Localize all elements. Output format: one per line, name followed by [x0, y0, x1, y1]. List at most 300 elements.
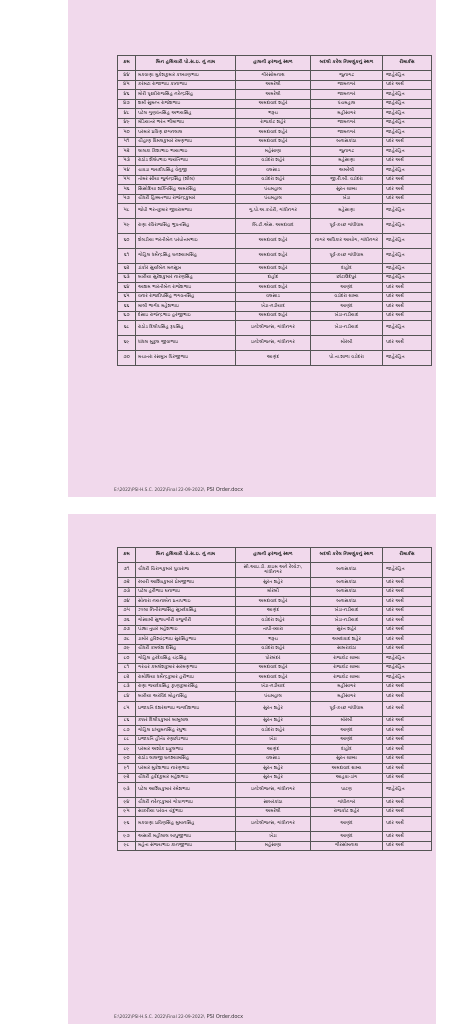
serial-cell: ૮૩	[118, 682, 136, 692]
new-posting-cell: જામનગર	[311, 128, 383, 138]
remarks-cell: પદર અર્થે	[383, 644, 432, 654]
officer-name-cell: બારીયા અરવિંદ મોહનસિંહ	[136, 692, 236, 702]
officer-name-cell: પરમાર અશોક પ્રફુલભાઇ	[136, 745, 236, 755]
current-posting-cell: ઇન્ટેલીજન્સ, ગાંધીનગર	[236, 817, 311, 832]
table-row	[118, 764, 432, 774]
serial-cell: ૪૫	[118, 80, 136, 90]
table-row	[118, 204, 432, 219]
current-posting-cell: અમરેલી	[236, 90, 311, 100]
officer-name-cell: ચૌધરી ચિરાગકુમાર પુષ્પરાજ	[136, 563, 236, 578]
document-page-2	[68, 514, 436, 1024]
officer-name-cell: ચૌધરી કમલેશ દેસિંહ	[136, 644, 236, 654]
remarks-cell: પદર અર્થે	[383, 701, 432, 716]
serial-cell: ૯૪	[118, 798, 136, 808]
serial-cell: ૫૦	[118, 128, 136, 138]
officer-name-cell: ચૌધરી નરેન્દ્રકુમાર ગોપાળભાઇ	[136, 798, 236, 808]
serial-cell: ૭૧	[118, 563, 136, 578]
table-row	[118, 597, 432, 607]
new-posting-cell: પૂર્વ-કચ્છ ગાંધીધામ	[311, 701, 383, 716]
transfer-table-page-2	[117, 547, 432, 851]
serial-cell: ૪૪	[118, 71, 136, 81]
footer-path: E:\2022\PSI-H.S.C. 2022\Final 22-09-2022\	[114, 1015, 205, 1020]
new-posting-cell: આણંદ	[311, 283, 383, 293]
serial-cell: ૭૪	[118, 597, 136, 607]
serial-cell: ૭૩	[118, 587, 136, 597]
officer-name-cell: માલી ભાર્ગવ મહેશભાઇ	[136, 302, 236, 312]
table-row	[118, 147, 432, 157]
new-posting-cell: બનાસકાંઠા	[311, 597, 383, 607]
current-posting-cell: ગુ.પો.અ.કચેરી, ગાંધીનગર	[236, 204, 311, 219]
new-posting-cell: વડોદરા ગ્રામ્ય	[311, 292, 383, 302]
table-row	[118, 351, 432, 366]
officer-name-cell: રાઠોડ શૈલેષભાઇ જયંતિભાઇ	[136, 156, 236, 166]
officer-name-cell: વનાર રાજદીપસિંહ ભગવતસિંહ	[136, 292, 236, 302]
header-name: બિન હથિયારી પો.સ.ઇ. નું નામ	[136, 56, 236, 71]
serial-cell: ૯૨	[118, 773, 136, 783]
current-posting-cell: ગીરસોમનાથ	[236, 71, 311, 81]
serial-cell: ૯૭	[118, 832, 136, 842]
remarks-cell: જાહેરહિત	[383, 71, 432, 81]
remarks-cell: જાહેરહિત	[383, 321, 432, 336]
remarks-cell: પદર અર્થે	[383, 745, 432, 755]
current-posting-cell: મોરબી	[236, 587, 311, 597]
officer-name-cell: પટેલ ગુણવંતસિંહ અભયસિંહ	[136, 109, 236, 119]
remarks-cell: પદર અર્થે	[383, 175, 432, 185]
remarks-cell: પદર અર્થે	[383, 137, 432, 147]
remarks-cell: પદર અર્થે	[383, 682, 432, 692]
current-posting-cell: વલસાડ	[236, 166, 311, 176]
officer-name-cell: સોનારા નયનાબેન પ્રતાપભાઇ	[136, 597, 236, 607]
serial-cell: ૮૪	[118, 692, 136, 702]
header-serial: ક્રમ	[118, 548, 136, 563]
current-posting-cell: ખેડા-નડીયાદ	[236, 682, 311, 692]
remarks-cell: જાહેરહિત	[383, 128, 432, 138]
current-posting-cell: આણંદ	[236, 606, 311, 616]
officer-name-cell: રાઠોડ લાલજી ઘનશ્યામસિંહ	[136, 754, 236, 764]
current-posting-cell: વડોદરા શહેર	[236, 726, 311, 736]
table-row	[118, 832, 432, 842]
header-new-posting: બદલી કરેલ નિમણુંકનું સ્થળ	[311, 56, 383, 71]
new-posting-cell: ખેડા-નડીયાદ	[311, 311, 383, 321]
officer-name-cell: ડાંકોર સુર્યાબેન મનસુખ	[136, 264, 236, 274]
table-row	[118, 783, 432, 798]
table-header-row	[118, 548, 432, 563]
serial-cell: ૯૮	[118, 841, 136, 851]
table-row	[118, 754, 432, 764]
current-posting-cell: વડોદરા શહેર	[236, 156, 311, 166]
table-row	[118, 563, 432, 578]
serial-cell: ૬૯	[118, 336, 136, 351]
current-posting-cell: સુરત શહેર	[236, 716, 311, 726]
new-posting-cell: મોરબી	[311, 336, 383, 351]
table-row	[118, 71, 432, 81]
new-posting-cell: ખેડા-નડીયાદ	[311, 616, 383, 626]
new-posting-cell: અમદાવાદ શહેર	[311, 635, 383, 645]
officer-name-cell: રબારી આશિષકુમાર પ્રેમજીભાઇ	[136, 578, 236, 588]
table-row	[118, 625, 432, 635]
officer-name-cell: ગરચર કમલેશકુમાર સરમણભાઇ	[136, 663, 236, 673]
officer-name-cell: પ્રજાપતિ દશરથભાઇ જગદીશભાઇ	[136, 701, 236, 716]
table-row	[118, 185, 432, 195]
new-posting-cell: મહીસાગર	[311, 682, 383, 692]
remarks-cell: જાહેરહિત	[383, 234, 432, 249]
current-posting-cell: આણંદ	[236, 745, 311, 755]
serial-cell: ૫૬	[118, 185, 136, 195]
current-posting-cell: પંચમહાલ	[236, 185, 311, 195]
serial-cell: ૪૭	[118, 99, 136, 109]
current-posting-cell: સી.આઇ.ડી. ક્રાઇમ અને રેલ્વેઝ, ગાંધીનગર	[236, 563, 311, 578]
current-posting-cell: ઇન્ટેલીજન્સ, ગાંધીનગર	[236, 783, 311, 798]
officer-name-cell: અસારી મહીલાલ બાપુજીભાઇ	[136, 832, 236, 842]
table-row	[118, 118, 432, 128]
officer-name-cell: મકવાણા મુકેશકુમાર કલ્યાણભાઇ	[136, 71, 236, 81]
officer-name-cell: શર્મા સુમન્ત રાજેશભાઇ	[136, 99, 236, 109]
current-posting-cell: વડોદરા શહેર	[236, 175, 311, 185]
serial-cell: ૯૬	[118, 817, 136, 832]
new-posting-cell: જી.રી.બી. વડોદરા	[311, 175, 383, 185]
current-posting-cell: તાપી-વ્યારા	[236, 625, 311, 635]
table-row	[118, 90, 432, 100]
serial-cell: ૯૦	[118, 754, 136, 764]
new-posting-cell: મહેસાણા	[311, 204, 383, 219]
officer-name-cell: ડામોર હરિશ્ચંદ્રભાઇ સુરસિંહભાઇ	[136, 635, 236, 645]
serial-cell: ૭૬	[118, 616, 136, 626]
new-posting-cell: અમદાવાદ ગ્રામ્ય	[311, 764, 383, 774]
officer-name-cell: પંડ્યા તુષાર મહેશભાઇ	[136, 625, 236, 635]
remarks-cell: પદર અર્થે	[383, 578, 432, 588]
new-posting-cell: મહીસાગર	[311, 692, 383, 702]
officer-name-cell: દેસાઇ રાજેન્દ્રભાઇ હરજીભાઇ	[136, 311, 236, 321]
new-posting-cell: નાગર અધિકાર આયોગ, ગાંધીનગર	[311, 234, 383, 249]
remarks-cell: જાહેરહિત	[383, 264, 432, 274]
serial-cell: ૬૫	[118, 292, 136, 302]
officer-name-cell: ચાવડા જયદીપસિંહ વેનુજી	[136, 166, 236, 176]
officer-name-cell: સિસોદિયા શક્તિસિંહ અમરસિંહ	[136, 185, 236, 195]
remarks-cell: પદર અર્થે	[383, 616, 432, 626]
serial-cell: ૫૩	[118, 156, 136, 166]
officer-name-cell: ચૌહાણ વિમલકુમાર રમણભાઇ	[136, 137, 236, 147]
officer-name-cell: કક્કર દિલીપકુમાર બાબુલાલ	[136, 716, 236, 726]
table-row	[118, 336, 432, 351]
remarks-cell: જાહેરહિત	[383, 273, 432, 283]
new-posting-cell: બનાસકાંઠા	[311, 137, 383, 147]
header-serial: ક્રમ	[118, 56, 136, 71]
table-row	[118, 745, 432, 755]
current-posting-cell: વલસાડ	[236, 754, 311, 764]
officer-name-cell: મચાતરા રસમુખ પિરજીભાઇ	[136, 351, 236, 366]
officer-name-cell: શેલડીયા ભરતીબેન પરષોત્તમભાઇ	[136, 234, 236, 249]
officer-name-cell: રાઠોડ દિલીપસિંહ રૂપસિંહ	[136, 321, 236, 336]
remarks-cell: પદર અર્થે	[383, 773, 432, 783]
table-header-row	[118, 56, 432, 71]
serial-cell: ૮૨	[118, 673, 136, 683]
current-posting-cell: અમદાવાદ શહેર	[236, 673, 311, 683]
table-row	[118, 817, 432, 832]
officer-name-cell: ગોહિલ હરદેવસિંહ ચંદ્રસિંહ	[136, 654, 236, 664]
current-posting-cell: અમદાવાદ શહેર	[236, 311, 311, 321]
remarks-cell: જાહેરહિત	[383, 118, 432, 128]
serial-cell: ૯૫	[118, 807, 136, 817]
serial-cell: ૫૫	[118, 175, 136, 185]
officer-name-cell: પરમાર મુકેશભાઇ નારણભાઇ	[136, 764, 236, 774]
remarks-cell: પદર અર્થે	[383, 156, 432, 166]
new-posting-cell: મહીસાગર	[311, 109, 383, 119]
officer-name-cell: રામોલિયા ધર્મેન્દ્રકુમાર હરીભાઇ	[136, 673, 236, 683]
current-posting-cell: અમદાવાદ શહેર	[236, 597, 311, 607]
current-posting-cell: ભરૂચ	[236, 109, 311, 119]
serial-cell: ૬૦	[118, 234, 136, 249]
table-row	[118, 166, 432, 176]
officer-name-cell: આશમ ભારતીબેન રાજેશભાઇ	[136, 283, 236, 293]
officer-name-cell: ગોસ્વામી સુભાષગીરી વજુગીરી	[136, 616, 236, 626]
current-posting-cell: વડોદરા શહેર	[236, 644, 311, 654]
serial-cell: ૪૯	[118, 118, 136, 128]
footer-filename: PSI Order.docx	[206, 487, 244, 493]
table-row	[118, 137, 432, 147]
table-row	[118, 644, 432, 654]
remarks-cell: જાહેરહિત	[383, 147, 432, 157]
remarks-cell: પદર અર્થે	[383, 754, 432, 764]
current-posting-cell: રાજકોટ શહેર	[236, 118, 311, 128]
new-posting-cell: પૂર્વ-કચ્છ ગાંધીધામ	[311, 219, 383, 234]
serial-cell: ૫૭	[118, 194, 136, 204]
new-posting-cell: આણંદ	[311, 817, 383, 832]
current-posting-cell: અમદાવાદ શહેર	[236, 283, 311, 293]
new-posting-cell: સુરત ગ્રામ્ય	[311, 754, 383, 764]
new-posting-cell: મોરબી	[311, 716, 383, 726]
new-posting-cell: આણંદ	[311, 735, 383, 745]
officer-name-cell: મહેતા સંજયભાઇ કાનજીભાઇ	[136, 841, 236, 851]
table-row	[118, 249, 432, 264]
officer-name-cell: પ્રજાપતિ હીતેષ રણછોડભાઇ	[136, 735, 236, 745]
remarks-cell: જાહેરહિત	[383, 109, 432, 119]
table-row	[118, 654, 432, 664]
remarks-cell: પદર અર્થે	[383, 292, 432, 302]
current-posting-cell: સુરત શહેર	[236, 701, 311, 716]
table-row	[118, 587, 432, 597]
new-posting-cell: બનાસકાંઠા	[311, 578, 383, 588]
remarks-cell: પદર અર્થે	[383, 311, 432, 321]
officer-name-cell: લાલકા કિશાભાઇ ભાયાભાઇ	[136, 147, 236, 157]
new-posting-cell: જામનગર	[311, 90, 383, 100]
table-row	[118, 798, 432, 808]
officer-name-cell: ગોહિલ પ્રધ્યુમનસિંહ રઘુભા	[136, 726, 236, 736]
current-posting-cell: અમદાવાદ શહેર	[236, 128, 311, 138]
serial-cell: ૮૫	[118, 701, 136, 716]
serial-cell: ૬૮	[118, 321, 136, 336]
officer-name-cell: પરમાર પ્રવિણ છગનલાલ	[136, 128, 236, 138]
file-path-footer	[114, 1014, 243, 1020]
current-posting-cell: અમરેલી	[236, 807, 311, 817]
footer-filename: PSI Order.docx	[206, 1014, 244, 1020]
current-posting-cell: મહેસાણા	[236, 841, 311, 851]
table-row	[118, 99, 432, 109]
remarks-cell: પદર અર્થે	[383, 302, 432, 312]
table-row	[118, 807, 432, 817]
current-posting-cell: વડોદરા શહેર	[236, 616, 311, 626]
officer-name-cell: પટેલ હરીભાઇ ઘનાભાઇ	[136, 587, 236, 597]
header-remarks: રીમાર્કસ	[383, 56, 432, 71]
table-row	[118, 692, 432, 702]
serial-cell: ૭૭	[118, 625, 136, 635]
table-row	[118, 302, 432, 312]
remarks-cell: જાહેરહિત	[383, 654, 432, 664]
file-path-footer	[114, 487, 243, 493]
remarks-cell: પદર અર્થે	[383, 283, 432, 293]
serial-cell: ૬૧	[118, 249, 136, 264]
header-remarks: રીમાર્કસ	[383, 548, 432, 563]
table-row	[118, 273, 432, 283]
remarks-cell: પદર અર્થે	[383, 336, 432, 351]
serial-cell: ૮૮	[118, 735, 136, 745]
table-row	[118, 578, 432, 588]
remarks-cell: પદર અર્થે	[383, 841, 432, 851]
table-row	[118, 128, 432, 138]
transfer-table-page-1	[117, 55, 432, 366]
header-current-posting: હાલની ફરજનું સ્થળ	[236, 548, 311, 563]
table-row	[118, 156, 432, 166]
current-posting-cell: પંચમહાલ	[236, 692, 311, 702]
new-posting-cell: જામનગર	[311, 80, 383, 90]
current-posting-cell: મહેસાણા	[236, 147, 311, 157]
new-posting-cell: દાહોદ	[311, 745, 383, 755]
remarks-cell: જાહેરહિત	[383, 673, 432, 683]
table-row	[118, 716, 432, 726]
new-posting-cell: જુનાગઢ	[311, 147, 383, 157]
remarks-cell: જાહેરહિત	[383, 663, 432, 673]
new-posting-cell: પંચમહાલ	[311, 99, 383, 109]
current-posting-cell: અમદાવાદ શહેર	[236, 99, 311, 109]
remarks-cell: જાહેરહિત	[383, 351, 432, 366]
remarks-cell: જાહેરહિત	[383, 99, 432, 109]
officer-name-cell: ગોહિલ ધર્મેન્દ્રસિંહ ઘનશ્યામસિંહ	[136, 249, 236, 264]
new-posting-cell: સુરત ગ્રામ્ય	[311, 185, 383, 195]
table-row	[118, 616, 432, 626]
serial-cell: ૫૧	[118, 137, 136, 147]
serial-cell: ૭૦	[118, 351, 136, 366]
officer-name-cell: જોષી ભરતકુમાર જીવરામભાઇ	[136, 204, 236, 219]
current-posting-cell: ખેડા	[236, 832, 311, 842]
remarks-cell: પદર અર્થે	[383, 185, 432, 195]
header-new-posting: બદલી કરેલ નિમણુંકનું સ્થળ	[311, 548, 383, 563]
serial-cell: ૫૮	[118, 204, 136, 219]
header-name: બિન હથિયારી પો.સ.ઇ. નું નામ	[136, 548, 236, 563]
new-posting-cell: બનાસકાંઠા	[311, 563, 383, 578]
current-posting-cell: સુરત શહેર	[236, 773, 311, 783]
table-row	[118, 841, 432, 851]
new-posting-cell: રાજકોટ ગ્રામ્ય	[311, 654, 383, 664]
current-posting-cell: અમદાવાદ શહેર	[236, 264, 311, 274]
table-row	[118, 735, 432, 745]
serial-cell: ૬૬	[118, 302, 136, 312]
current-posting-cell: સુરત શહેર	[236, 764, 311, 774]
new-posting-cell: બનાસકાંઠા	[311, 587, 383, 597]
remarks-cell: પદર અર્થે	[383, 726, 432, 736]
footer-path: E:\2022\PSI-H.S.C. 2022\Final 22-09-2022\	[114, 488, 205, 493]
officer-name-cell: રાણા જયદેવસિંહ કૃષ્ણકુમારસિંહ	[136, 682, 236, 692]
officer-name-cell: પટેલ આશિષકુમાર રમેશભાઇ	[136, 783, 236, 798]
table-row	[118, 292, 432, 302]
current-posting-cell: વલસાડ	[236, 292, 311, 302]
table-row	[118, 321, 432, 336]
new-posting-cell: ખેડા-નડીયાદ	[311, 606, 383, 616]
table-row	[118, 80, 432, 90]
new-posting-cell: ગીરસોમનાથ	[311, 841, 383, 851]
serial-cell: ૮૯	[118, 745, 136, 755]
serial-cell: ૫૯	[118, 219, 136, 234]
serial-cell: ૪૬	[118, 90, 136, 100]
current-posting-cell: ખેડા	[236, 735, 311, 745]
officer-name-cell: ચૌધરી હર્ષદકુમાર મહેશભાઇ	[136, 773, 236, 783]
new-posting-cell: આણંદ	[311, 726, 383, 736]
officer-name-cell: તોમર સીયા જુગેન્દ્રસિંહ (શીલ)	[136, 175, 236, 185]
current-posting-cell: આણંદ	[236, 351, 311, 366]
serial-cell: ૬૭	[118, 311, 136, 321]
table-row	[118, 283, 432, 293]
serial-cell: ૯૩	[118, 783, 136, 798]
table-row	[118, 264, 432, 274]
table-body-page-2	[118, 563, 432, 851]
remarks-cell: જાહેરહિત	[383, 166, 432, 176]
serial-cell: ૬૪	[118, 283, 136, 293]
officer-name-cell: સાકરીયા પરવત ચંદુભાઇ	[136, 807, 236, 817]
remarks-cell: પદર અર્થે	[383, 692, 432, 702]
remarks-cell: પદર અર્થે	[383, 716, 432, 726]
remarks-cell: પદર અર્થે	[383, 606, 432, 616]
current-posting-cell: ભરૂચ	[236, 635, 311, 645]
new-posting-cell: અમરેલી	[311, 166, 383, 176]
new-posting-cell: મહેસાણા	[311, 156, 383, 166]
officer-name-cell: મોરી પૃથ્વીરાજસિંહ નરેન્દ્રસિંહ	[136, 90, 236, 100]
table-row	[118, 773, 432, 783]
current-posting-cell: ઇન્ટેલીજન્સ, ગાંધીનગર	[236, 336, 311, 351]
new-posting-cell: જામનગર	[311, 118, 383, 128]
table-row	[118, 682, 432, 692]
remarks-cell: જાહેરહિત	[383, 563, 432, 578]
table-row	[118, 194, 432, 204]
remarks-cell: પદર અર્થે	[383, 807, 432, 817]
remarks-cell: પદર અર્થે	[383, 735, 432, 745]
serial-cell: ૫૨	[118, 147, 136, 157]
new-posting-cell: આણંદ	[311, 832, 383, 842]
officer-name-cell: ઝાલા નિતીરાજસિંહ સુખદેવસિંહ	[136, 606, 236, 616]
current-posting-cell: અમદાવાદ શહેર	[236, 663, 311, 673]
new-posting-cell: રાજકોટ ગ્રામ્ય	[311, 673, 383, 683]
remarks-cell: પદર અર્થે	[383, 635, 432, 645]
serial-cell: ૮૦	[118, 654, 136, 664]
table-body-page-1	[118, 71, 432, 366]
new-posting-cell: છોટાઉદેપુર	[311, 273, 383, 283]
new-posting-cell: રાજકોટ ગ્રામ્ય	[311, 663, 383, 673]
header-current-posting: હાલની ફરજનું સ્થળ	[236, 56, 311, 71]
remarks-cell: પદર અર્થે	[383, 625, 432, 635]
officer-name-cell: કરમટા રાજાભાઇ કાનાભાઇ	[136, 80, 236, 90]
serial-cell: ૯૧	[118, 764, 136, 774]
new-posting-cell: ખેડા	[311, 194, 383, 204]
new-posting-cell: સાબરકાંઠા	[311, 644, 383, 654]
table-row	[118, 175, 432, 185]
remarks-cell: પદર અર્થે	[383, 798, 432, 808]
remarks-cell: પદર અર્થે	[383, 194, 432, 204]
serial-cell: ૫૪	[118, 166, 136, 176]
current-posting-cell: ઇન્ટેલીજન્સ, ગાંધીનગર	[236, 321, 311, 336]
officer-name-cell: બારીયા સુરેશકુમાર નારણસિંહ	[136, 273, 236, 283]
new-posting-cell: આણંદ	[311, 302, 383, 312]
remarks-cell: જાહેરહિત	[383, 219, 432, 234]
serial-cell: ૮૬	[118, 716, 136, 726]
new-posting-cell: સુરત શહેર	[311, 625, 383, 635]
remarks-cell: પદર અર્થે	[383, 832, 432, 842]
